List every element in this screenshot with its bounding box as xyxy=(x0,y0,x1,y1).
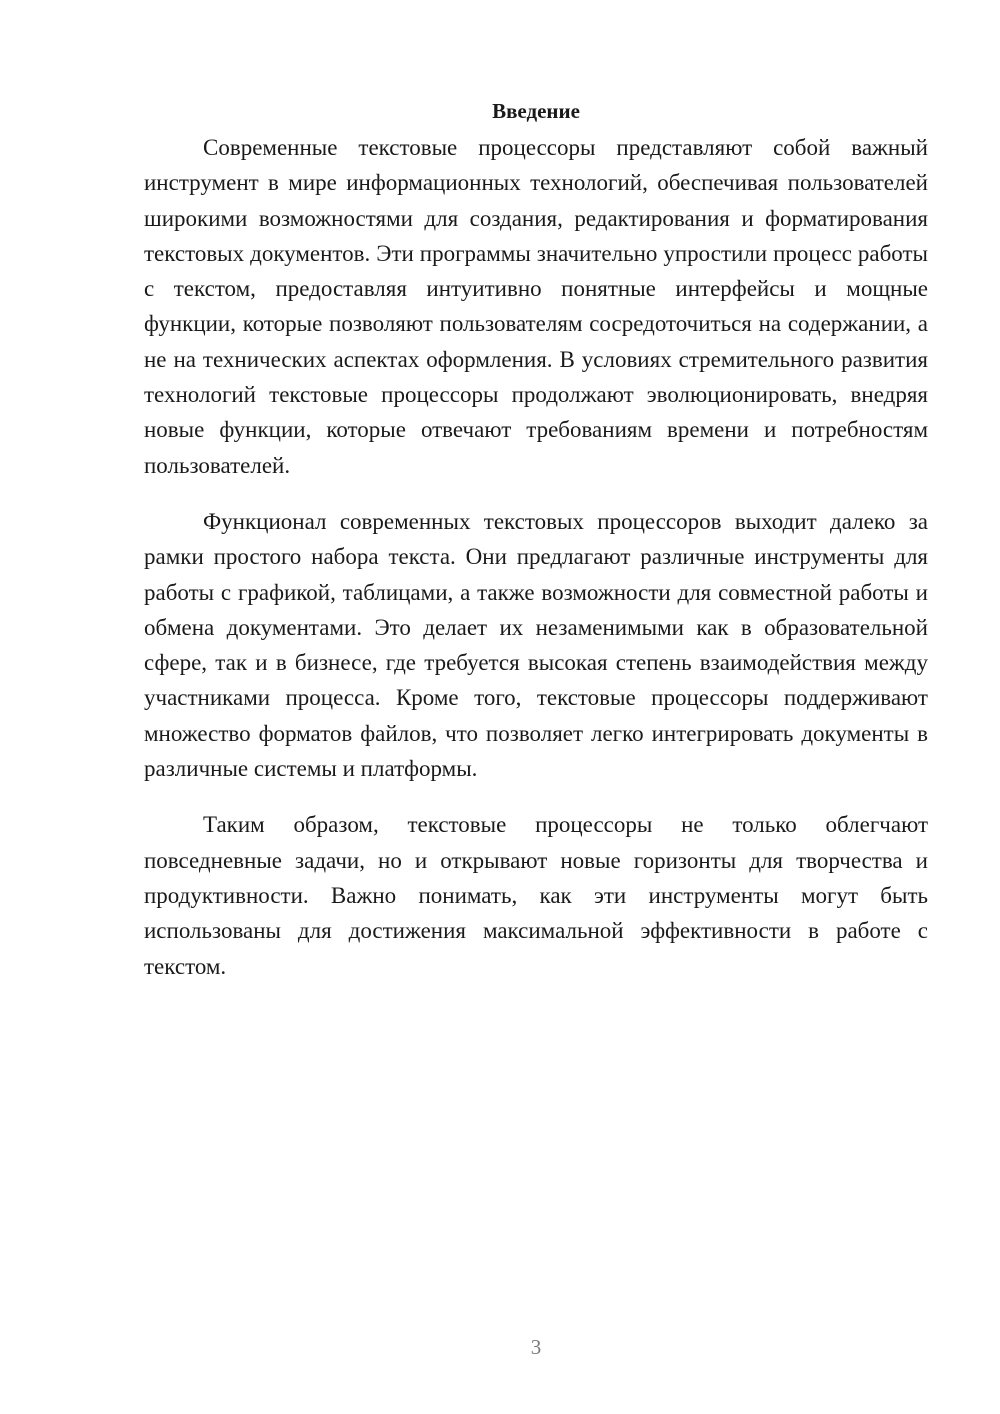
section-title: Введение xyxy=(492,99,580,123)
page-content xyxy=(144,96,928,1005)
page-number: 3 xyxy=(530,1335,542,1359)
paragraph-1: Современные текстовые процессоры представляют собой важный инструмент в мире информационных технологий, обеспечивая пользователей широкими возможностями для создания, редактирования и форматирования текстовых документов. Эти программы значительно упростили процесс работы с текстом, предоставляя интуитивно понятные интерфейсы и мощные функции, которые позволяют пользователям сосредоточиться на содержании, а не на технических аспектах оформления. В условиях стремительного развития технологий текстовые процессоры продолжают эволюционировать, внедряя новые функции, которые отвечают требованиям времени и потребностям пользователей. xyxy=(144,135,928,478)
paragraph-3: Таким образом, текстовые процессоры не только облегчают повседневные задачи, но и открывают новые горизонты для творчества и продуктивности. Важно понимать, как эти инструменты могут быть использованы для достижения максимальной эффективности в работе с текстом. xyxy=(144,812,928,979)
paragraph-2: Функционал современных текстовых процессоров выходит далеко за рамки простого набора текста. Они предлагают различные инструменты для работы с графикой, таблицами, а также возможности для совместной работы и обмена документами. Это делает их незаменимыми как в образовательной сфере, так и в бизнесе, где требуется высокая степень взаимодействия между участниками процесса. Кроме того, текстовые процессоры поддерживают множество форматов файлов, что позволяет легко интегрировать документы в различные системы и платформы. xyxy=(144,508,928,782)
